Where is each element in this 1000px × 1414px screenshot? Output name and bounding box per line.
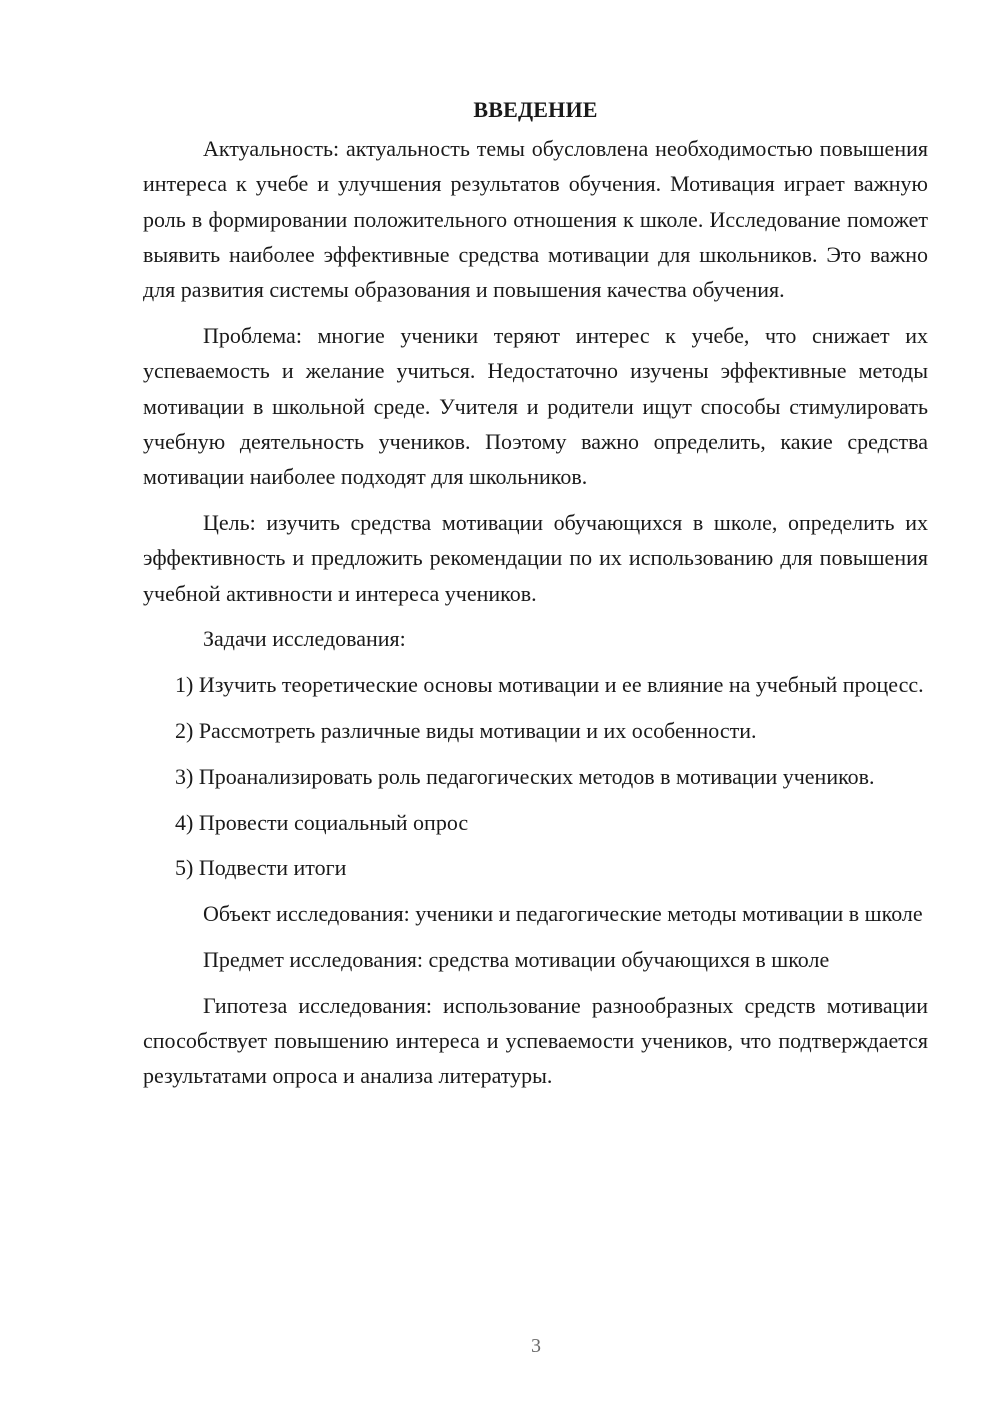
task-item-5: 5) Подвести итоги	[175, 855, 347, 881]
task-item-2: 2) Рассмотреть различные виды мотивации и их особенности.	[175, 717, 757, 743]
page-number: 3	[531, 1335, 541, 1357]
task-item-4: 4) Провести социальный опрос	[175, 809, 469, 835]
document-page	[143, 92, 928, 1104]
problem-paragraph: Проблема: многие ученики теряют интерес к учебе, что снижает их успеваемость и желание учиться. Недостаточно изучены эффективные методы мотивации в школьной среде. Учителя и родители ищут способы стимулировать учебную деятельность учеников. Поэтому важно определить, какие средства мотивации наиболее подходят для школьников.	[143, 322, 928, 490]
task-item-3: 3) Проанализировать роль педагогических методов в мотивации учеников.	[175, 763, 875, 789]
goal-paragraph: Цель: изучить средства мотивации обучающихся в школе, определить их эффективность и предложить рекомендации по их использованию для повышения учебной активности и интереса учеников.	[143, 509, 928, 606]
section-title: ВВЕДЕНИЕ	[473, 97, 598, 122]
object-paragraph: Объект исследования: ученики и педагогические методы мотивации в школе	[203, 901, 923, 927]
tasks-heading: Задачи исследования:	[203, 626, 406, 652]
hypothesis-paragraph: Гипотеза исследования: использование разнообразных средств мотивации способствует повышению интереса и успеваемости учеников, что подтверждается результатами опроса и анализа литературы.	[143, 992, 928, 1089]
relevance-paragraph: Актуальность: актуальность темы обусловлена необходимостью повышения интереса к учебе и улучшения результатов обучения. Мотивация играет важную роль в формировании положительного отношения к школе. Исследование поможет выявить наиболее эффективные средства мотивации для школьников. Это важно для развития системы образования и повышения качества обучения.	[143, 136, 928, 303]
task-item-1: 1) Изучить теоретические основы мотивации и ее влияние на учебный процесс.	[175, 672, 924, 698]
subject-paragraph: Предмет исследования: средства мотивации обучающихся в школе	[203, 946, 830, 972]
